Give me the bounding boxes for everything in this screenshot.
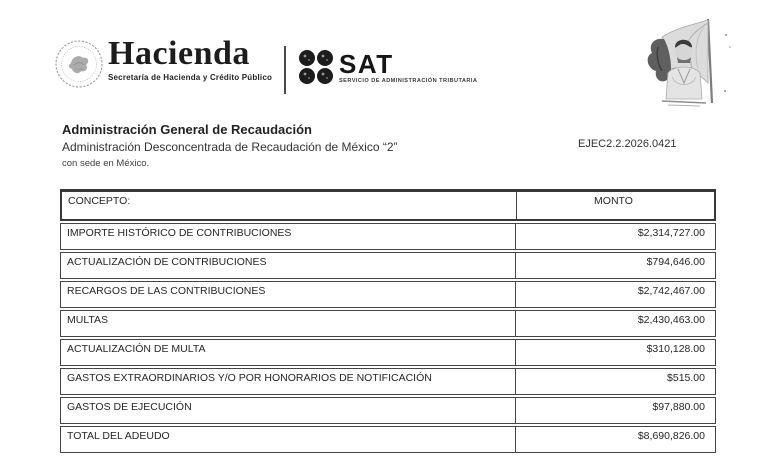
amount-cell: $2,314,727.00 — [637, 227, 705, 239]
concept-column-header: CONCEPTO: — [62, 192, 517, 219]
table-row — [60, 223, 716, 250]
amount-cell: $97,880.00 — [652, 401, 705, 413]
concept-cell: RECARGOS DE LAS CONTRIBUCIONES — [61, 282, 516, 307]
mexico-eagle-seal-icon — [54, 39, 104, 89]
office-location: con sede en México. — [62, 158, 150, 169]
table-row — [60, 368, 716, 395]
amount-cell: $8,690,826.00 — [637, 430, 705, 442]
concept-cell: GASTOS EXTRAORDINARIOS Y/O POR HONORARIOS DE NOTIFICACIÓN — [61, 369, 516, 394]
amount-cell: $794,646.00 — [646, 256, 705, 268]
amount-cell: $2,742,467.00 — [637, 285, 705, 297]
table-row — [60, 310, 716, 337]
amount-cell: $310,128.00 — [646, 343, 705, 355]
table-header-row — [60, 189, 716, 221]
table-row — [60, 339, 716, 366]
sat-lockup — [298, 48, 477, 86]
concept-cell: GASTOS DE EJECUCIÓN — [61, 398, 516, 423]
sat-wordmark: SAT — [339, 49, 394, 79]
concept-cell: ACTUALIZACIÓN DE MULTA — [61, 340, 516, 365]
concept-cell: IMPORTE HISTÓRICO DE CONTRIBUCIONES — [61, 224, 516, 249]
amount-cell: $515.00 — [667, 372, 705, 384]
sat-logo-circles-icon — [298, 48, 334, 86]
concept-cell: TOTAL DEL ADEUDO — [61, 427, 516, 452]
office-subtitle: Administración Desconcentrada de Recaudación de México “2” — [62, 140, 398, 154]
table-row — [60, 397, 716, 424]
table-row-total — [60, 426, 716, 453]
table-row — [60, 252, 716, 279]
hacienda-tagline: Secretaría de Hacienda y Crédito Público — [108, 73, 273, 82]
table-row — [60, 281, 716, 308]
sat-tagline: SERVICIO DE ADMINISTRACIÓN TRIBUTARIA — [339, 78, 478, 84]
logo-divider — [284, 46, 286, 94]
hacienda-wordmark: Hacienda — [108, 35, 250, 72]
document-reference-number: EJEC2.2.2026.0421 — [578, 138, 677, 150]
hacienda-lockup — [108, 36, 272, 82]
office-title: Administración General de Recaudación — [62, 122, 312, 137]
debt-amounts-table — [60, 189, 716, 455]
letterhead — [62, 122, 532, 169]
amount-cell: $2,430,463.00 — [637, 314, 705, 326]
concept-cell: ACTUALIZACIÓN DE CONTRIBUCIONES — [61, 253, 516, 278]
concept-cell: MULTAS — [61, 311, 516, 336]
amount-column-header: MONTO — [594, 195, 633, 207]
flag-bearer-illustration — [628, 13, 740, 109]
